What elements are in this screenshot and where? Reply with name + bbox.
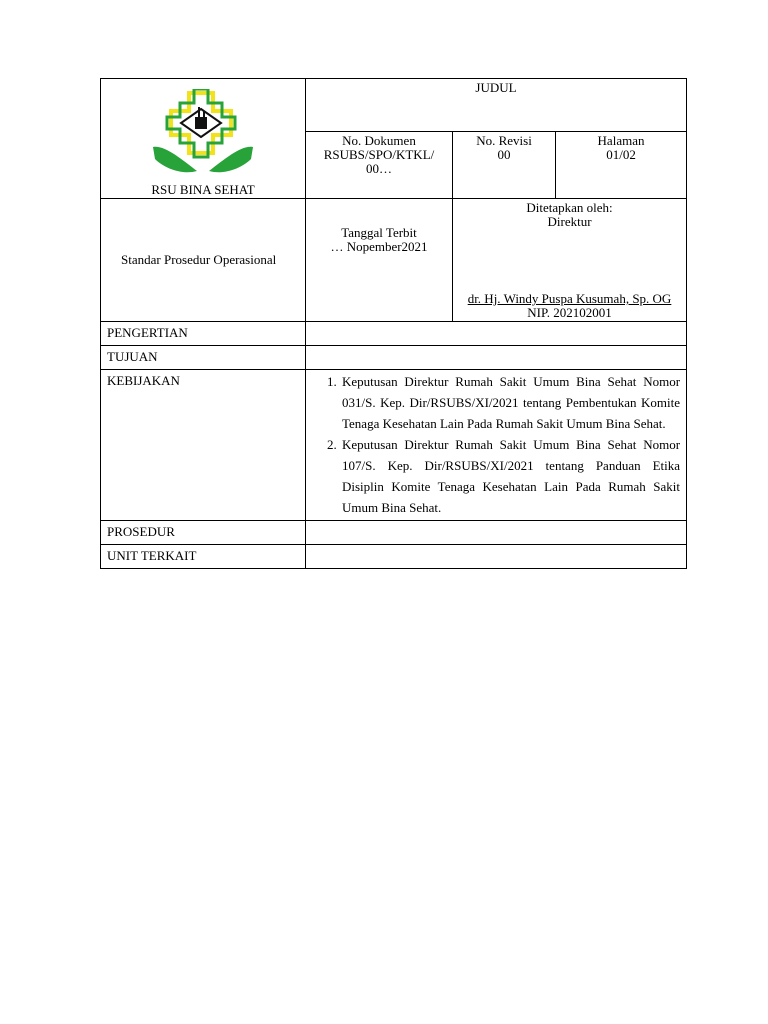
policy-item: 2. Keputusan Direktur Rumah Sakit Umum Bina Sehat Nomor 107/S. Kep. Dir/RSUBS/XI/2021 tentang Panduan Etika Disiplin Komite Tenaga Kesehatan Lain Pada Rumah Sakit Umum Bina Sehat.: [340, 434, 680, 518]
hospital-logo-icon: [151, 89, 255, 181]
hospital-name: RSU BINA SEHAT: [151, 182, 255, 197]
spo-title-cell: [101, 199, 306, 322]
section-content-kebijakan: [306, 370, 687, 521]
spo-document-table: [100, 78, 687, 569]
issue-date-cell: [306, 199, 453, 322]
approver-nip: NIP. 202102001: [527, 305, 612, 320]
document-number-label: No. Dokumen: [342, 133, 416, 148]
page-cell: [556, 132, 687, 199]
policy-item: 1. Keputusan Direktur Rumah Sakit Umum Bina Sehat Nomor 031/S. Kep. Dir/RSUBS/XI/2021 tentang Pembentukan Komite Tenaga Kesehatan Lain Pada Rumah Sakit Umum Bina Sehat.: [340, 371, 680, 434]
approval-cell: [453, 199, 687, 322]
approver-role: Direktur: [547, 214, 592, 229]
section-content-prosedur: [306, 521, 687, 545]
section-label-prosedur: PROSEDUR: [101, 521, 306, 545]
section-label-tujuan: TUJUAN: [101, 346, 306, 370]
document-number-line1: RSUBS/SPO/KTKL/: [323, 147, 435, 162]
page-label: Halaman: [597, 133, 645, 148]
document-title-label: JUDUL: [475, 80, 517, 95]
section-content-unit-terkait: [306, 545, 687, 569]
section-content-pengertian: [306, 322, 687, 346]
signer-block: [453, 292, 686, 320]
spo-title: Standar Prosedur Operasional: [121, 252, 277, 267]
document-title-cell: [306, 79, 687, 132]
section-label-pengertian: PENGERTIAN: [101, 322, 306, 346]
section-content-tujuan: [306, 346, 687, 370]
page-value: 01/02: [606, 147, 636, 162]
approver-name: dr. Hj. Windy Puspa Kusumah, Sp. OG: [467, 291, 672, 306]
document-number-cell: [306, 132, 453, 199]
document-number-line2: 00…: [366, 161, 392, 176]
section-label-kebijakan: KEBIJAKAN: [101, 370, 306, 521]
section-label-unit-terkait: UNIT TERKAIT: [101, 545, 306, 569]
revision-cell: [453, 132, 556, 199]
revision-label: No. Revisi: [476, 133, 532, 148]
revision-value: 00: [497, 147, 511, 162]
issue-date-value: … Nopember2021: [330, 239, 428, 254]
policy-list: [312, 371, 680, 518]
logo-cell: [101, 79, 306, 199]
approved-by-label: Ditetapkan oleh:: [526, 200, 613, 215]
issue-date-label: Tanggal Terbit: [341, 225, 417, 240]
